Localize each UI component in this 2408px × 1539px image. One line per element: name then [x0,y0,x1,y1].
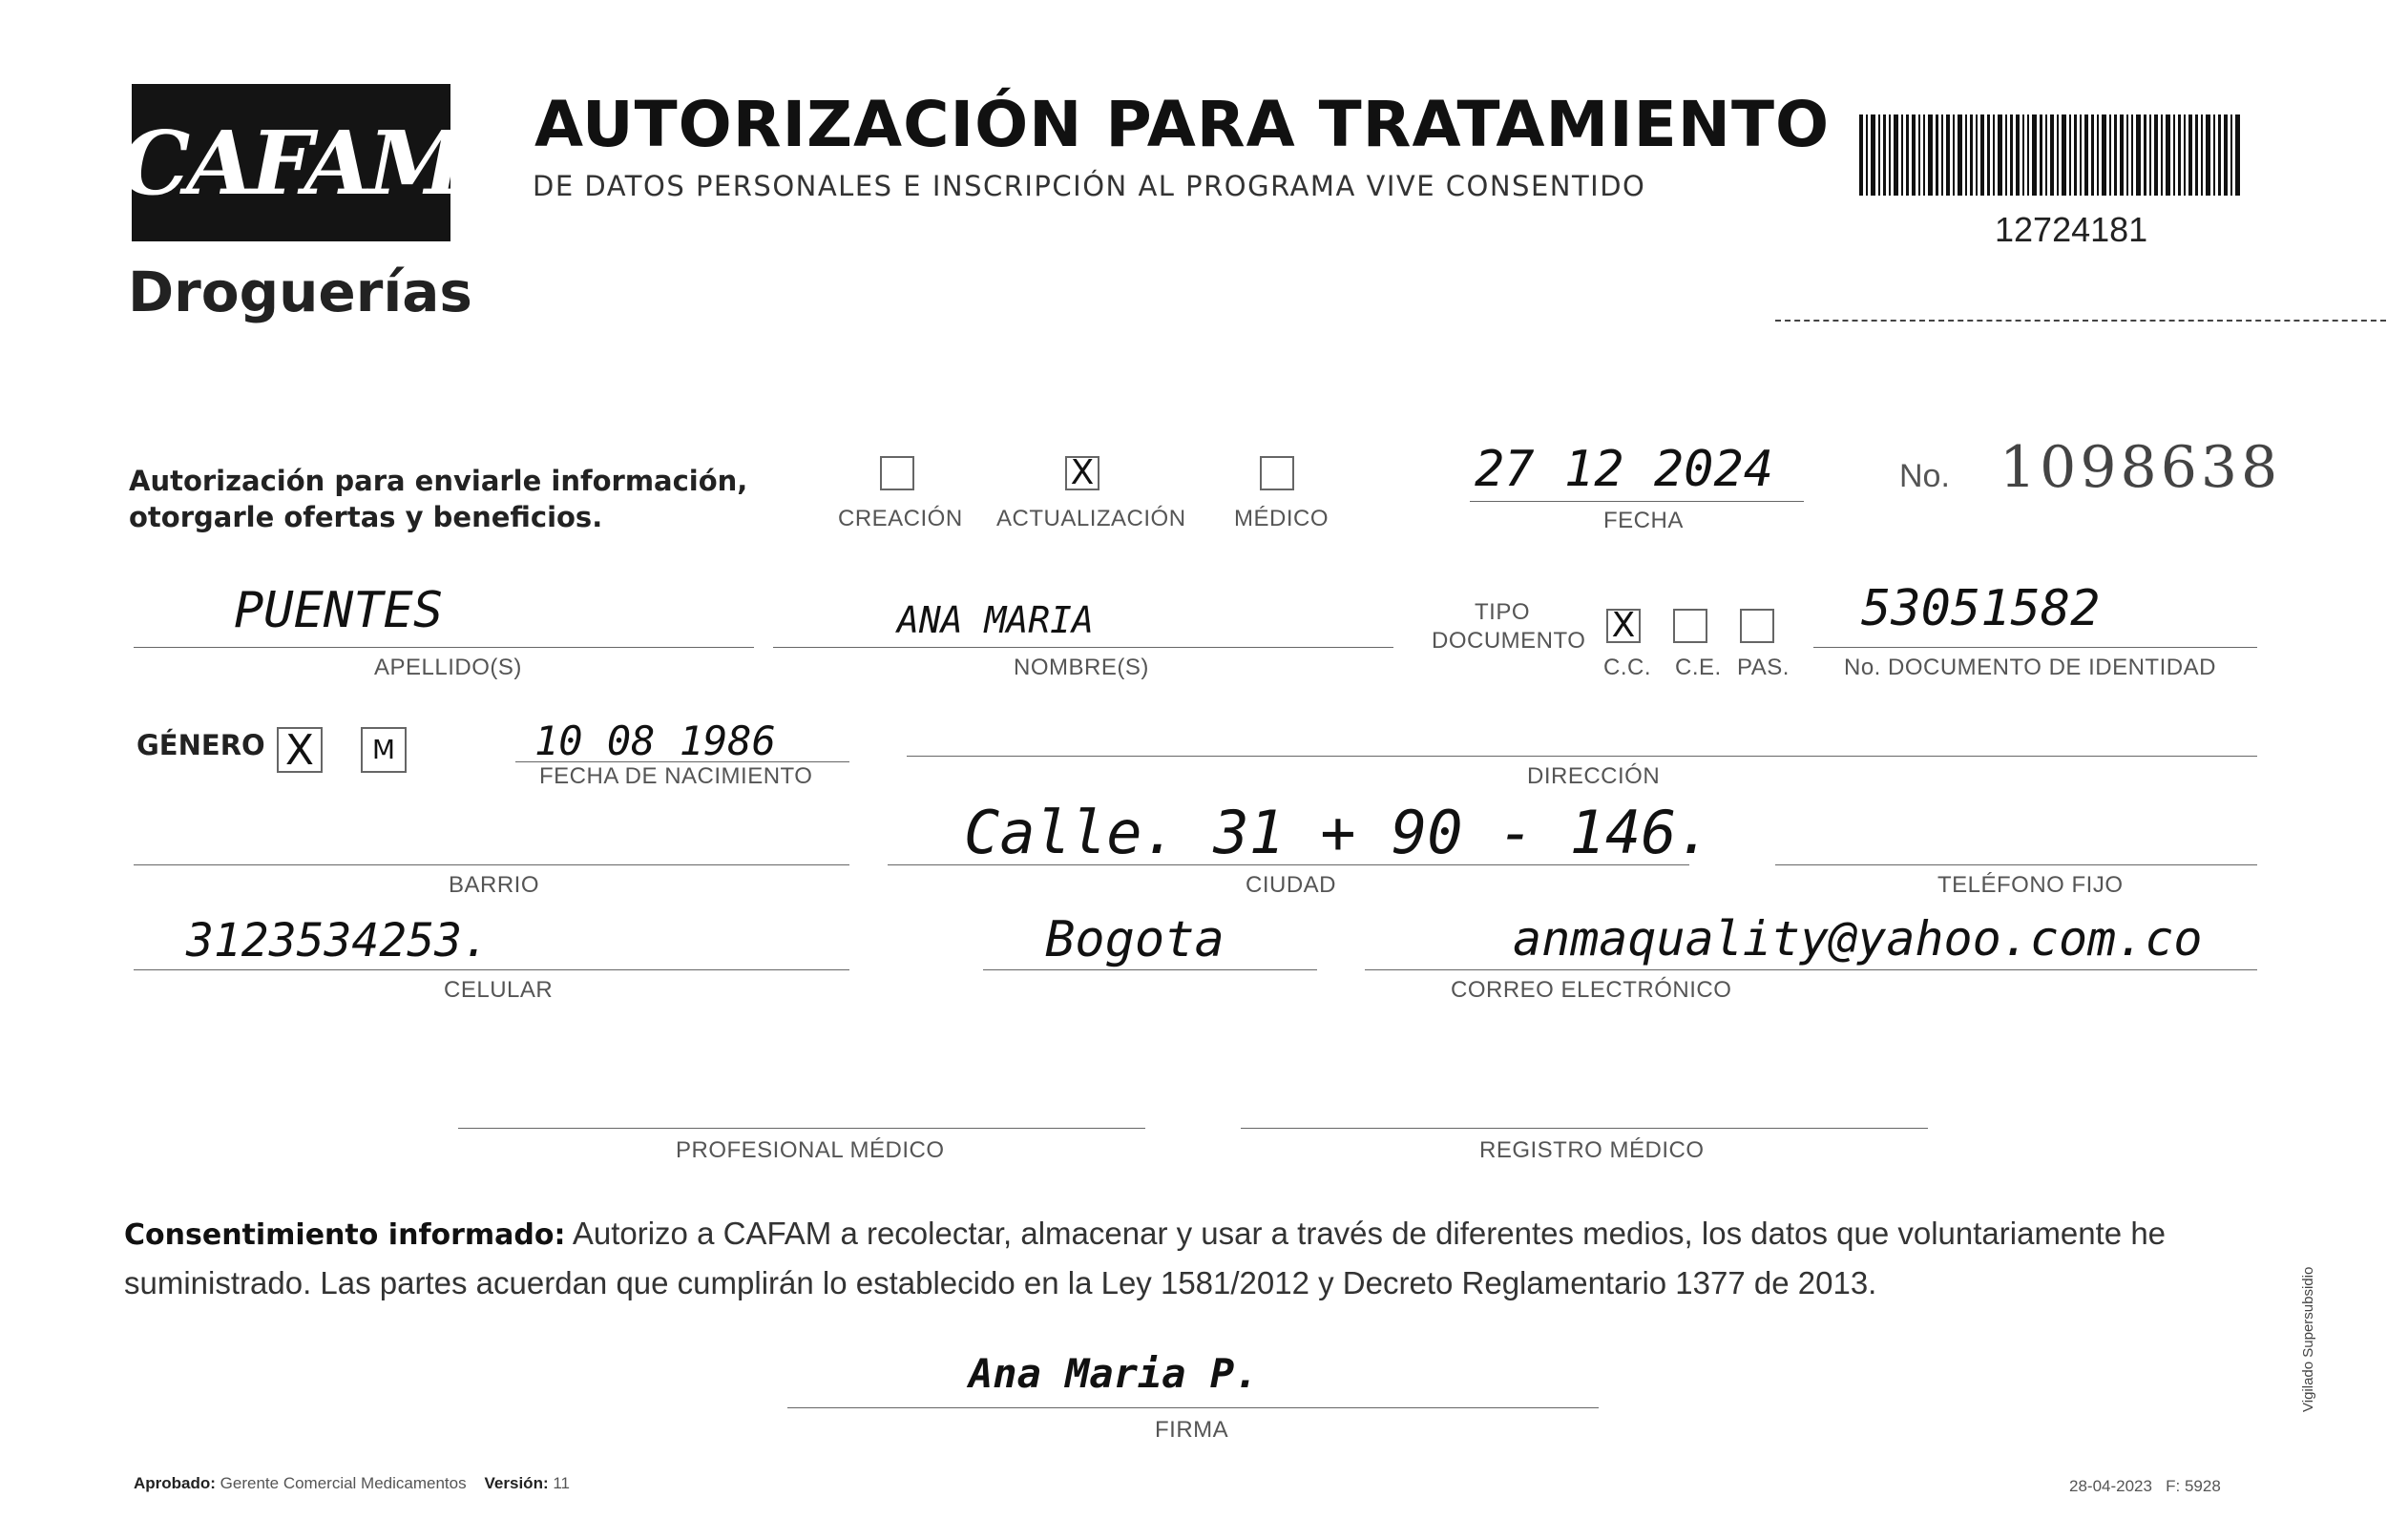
creacion-checkbox[interactable] [880,456,914,490]
fecha-line [1470,501,1804,502]
medico-label: MÉDICO [1234,506,1329,531]
cc-mark: X [1611,606,1636,645]
ce-label: C.E. [1675,655,1722,680]
actualizacion-mark: X [1070,453,1095,492]
form-title: AUTORIZACIÓN PARA TRATAMIENTO [534,88,1831,161]
ce-checkbox[interactable] [1673,609,1707,643]
profesional-label: PROFESIONAL MÉDICO [676,1137,945,1163]
telefono-line [1775,864,2257,865]
aprobado-label: Aprobado: [134,1474,216,1492]
birth-value[interactable]: 10 08 1986 [534,718,776,764]
cut-line [1775,320,2386,322]
nombres-line [773,647,1393,648]
consent-text: Autorizo a CAFAM a recolectar, almacenar y usar a través de diferentes medios, los datos que voluntariamente he suministrado. Las partes acuerdan que cumplirán lo establecido en la Ley 1581/2012 y Decreto Reglamentario 1377 de 2013. [124,1216,2167,1300]
vertical-supervision-text: Vigilado Supersubsidio [2300,1266,2316,1412]
form-code: F: 5928 [2166,1477,2221,1495]
footer-approved [134,1474,570,1493]
registro-line [1241,1128,1928,1129]
ciudad-line [888,864,1689,865]
barrio-line [134,864,849,865]
email-line [1365,969,2257,970]
barcode-image [1859,114,2241,196]
registro-label: REGISTRO MÉDICO [1479,1137,1705,1163]
direccion-label: DIRECCIÓN [1527,763,1661,789]
form-subtitle: DE DATOS PERSONALES E INSCRIPCIÓN AL PROGRAMA VIVE CONSENTIDO [533,170,1646,202]
cc-checkbox[interactable] [1606,606,1641,645]
apellidos-label: APELLIDO(S) [374,655,522,680]
actualizacion-checkbox[interactable] [1065,453,1099,492]
ciudad-label: CIUDAD [1246,872,1337,898]
genero-m-checkbox[interactable] [361,727,407,773]
signature-value[interactable]: Ana Maria P. [969,1350,1259,1397]
date-code: 28-04-2023 [2069,1477,2152,1495]
signature-label: FIRMA [1155,1417,1229,1443]
apellidos-value[interactable]: PUENTES [234,582,444,639]
form-number: 1098638 [2000,434,2282,501]
doc-number-line [1813,647,2257,648]
form-number-label: No. [1899,458,1950,494]
apellidos-line [134,647,754,648]
genero-label: GÉNERO [136,729,265,761]
fecha-value[interactable]: 27 12 2024 [1475,441,1774,498]
genero-m-label: M [371,734,396,765]
logo-text: CAFAM [120,111,462,215]
nombres-value[interactable]: ANA MARIA [897,599,1094,641]
signature-line [787,1407,1599,1408]
consent-paragraph [124,1210,2272,1307]
birth-line [515,761,849,762]
nombres-label: NOMBRE(S) [1014,655,1149,680]
version-value: 11 [553,1474,571,1492]
consent-heading: Consentimiento informado: [124,1218,566,1252]
profesional-line [458,1128,1145,1129]
direccion-line [907,756,2257,757]
cafam-logo [120,84,462,241]
email-label: CORREO ELECTRÓNICO [1451,977,1732,1003]
genero-f-mark: X [284,726,315,775]
doc-number-label: No. DOCUMENTO DE IDENTIDAD [1844,655,2216,680]
celular-value[interactable]: 3123534253. [186,914,490,967]
documento-label: DOCUMENTO [1432,628,1586,654]
fecha-label: FECHA [1603,508,1684,533]
cc-label: C.C. [1603,655,1651,680]
ciudad-value[interactable]: Calle. 31 + 90 - 146. [964,798,1712,867]
city-value[interactable]: Bogota [1045,911,1225,968]
telefono-label: TELÉFONO FIJO [1937,872,2124,898]
authorization-text-1: Autorización para enviarle información, [129,465,748,497]
actualizacion-label: ACTUALIZACIÓN [996,506,1186,531]
authorization-text-2: otorgarle ofertas y beneficios. [129,501,603,533]
sublogo-text: Droguerías [128,260,472,324]
celular-label: CELULAR [444,977,554,1003]
genero-f-checkbox[interactable] [277,727,323,773]
email-value[interactable]: anmaquality@yahoo.com.co [1513,911,2203,967]
pas-label: PAS. [1737,655,1790,680]
city-line [983,969,1317,970]
barrio-label: BARRIO [449,872,540,898]
tipo-label: TIPO [1475,599,1531,625]
version-label: Versión: [484,1474,549,1492]
barcode-number: 12724181 [1995,210,2148,249]
aprobado-value: Gerente Comercial Medicamentos [220,1474,467,1492]
doc-number-value[interactable]: 53051582 [1861,580,2101,637]
footer-codes [2069,1477,2221,1496]
medico-checkbox[interactable] [1260,456,1294,490]
pas-checkbox[interactable] [1740,609,1774,643]
creacion-label: CREACIÓN [838,506,963,531]
birth-label: FECHA DE NACIMIENTO [539,763,813,789]
celular-line [134,969,849,970]
